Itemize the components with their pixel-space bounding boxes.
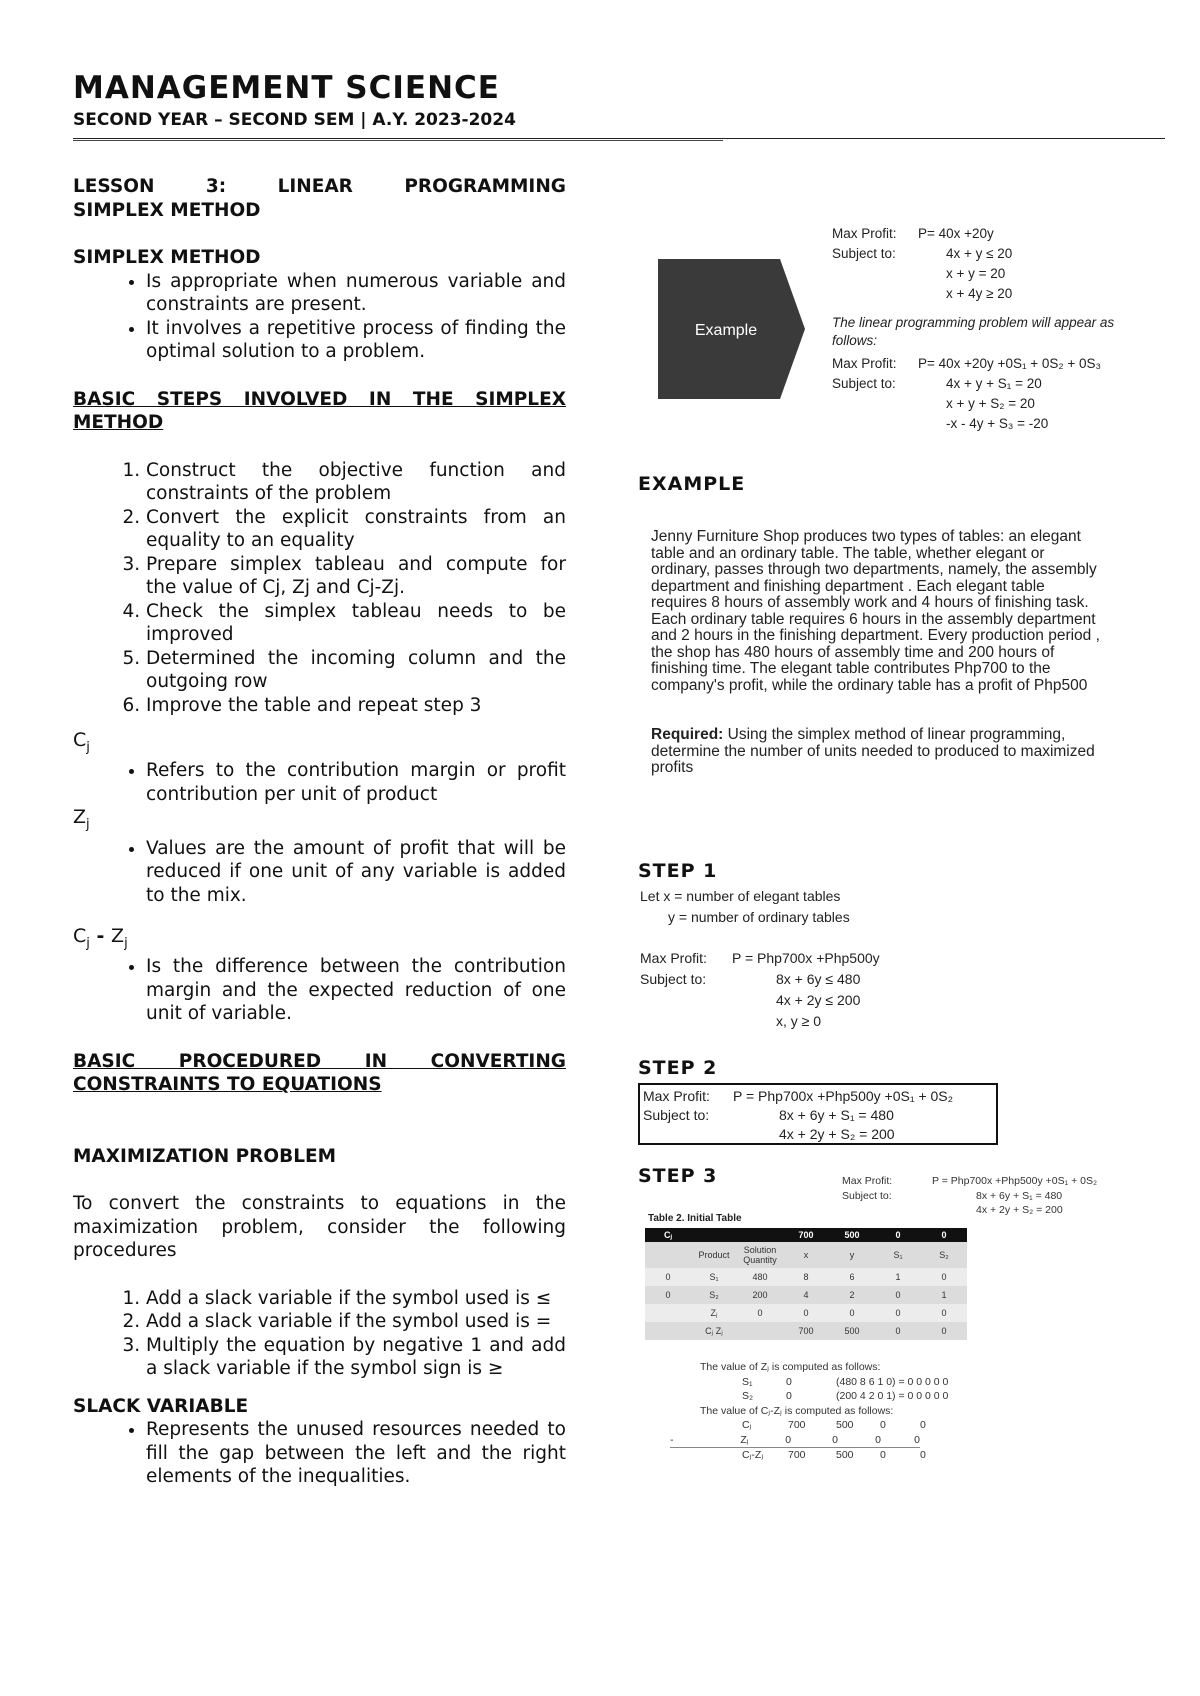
s2-max-value: P = Php700x +Php500y +0S₁ + 0S₂: [733, 1088, 954, 1104]
required-label: Required:: [651, 726, 724, 743]
list-item: • Is appropriate when numerous variable and constraints are present.: [146, 270, 566, 317]
step1-line: y = number of ordinary tables: [668, 909, 850, 925]
table-cell: Zⱼ: [691, 1304, 737, 1322]
s1-constraint: 4x + 2y ≤ 200: [776, 992, 861, 1008]
left-column: [73, 175, 566, 1489]
slack-bullets: [73, 1418, 566, 1489]
s3-constraint: 8x + 6y + S₁ = 480: [976, 1189, 1063, 1202]
list-item: • Values are the amount of profit that will be reduced if one unit of any variable is added to the mix.: [146, 837, 566, 908]
cj-zj-term: $C_j - Z_j$: [73, 925, 128, 951]
list-item: • It involves a repetitive process of finding the optimal solution to a problem.: [146, 317, 566, 364]
document-title: MANAGEMENT SCIENCE: [73, 70, 500, 106]
table-cell: 500: [829, 1228, 875, 1242]
table-cell: 4: [783, 1286, 829, 1304]
s3-max-label: Max Profit:: [842, 1175, 893, 1187]
header-divider-inner: [73, 140, 723, 141]
table-cell: 1: [875, 1268, 921, 1286]
table-cell: 6: [829, 1268, 875, 1286]
table-caption: Table 2. Initial Table: [648, 1213, 742, 1224]
steps-heading: BASIC STEPS INVOLVED IN THE SIMPLEX METHOD: [73, 388, 566, 433]
s2-max-label: Max Profit:: [643, 1088, 710, 1104]
ex-constraint: x + y = 20: [946, 266, 1006, 281]
table-cell: 500: [829, 1322, 875, 1340]
zj-calc-row: S₁ 0 (480 8 6 1 0) = 0 0 0 0 0: [742, 1375, 949, 1388]
list-item: 6. Improve the table and repeat step 3: [146, 694, 566, 718]
table-cell: S₂: [921, 1242, 967, 1268]
s1-subject-label: Subject to:: [640, 971, 707, 987]
step2-heading: STEP 2: [638, 1057, 718, 1079]
cjzj-calc-row: Cⱼ-Zⱼ 700 500 0 0: [742, 1449, 926, 1461]
table-cell: 0: [921, 1268, 967, 1286]
table-cell: 200: [737, 1286, 783, 1304]
cjzj-calc-row: - Zⱼ 0 0 0 0: [670, 1433, 920, 1449]
cj-zj-bullets: [73, 955, 566, 1026]
zj-calc-row: S₂ 0 (200 4 2 0 1) = 0 0 0 0 0: [742, 1390, 949, 1402]
list-item: 3. Multiply the equation by negative 1 and add a slack variable if the symbol sign is ≥: [146, 1334, 566, 1381]
ex-constraint2: 4x + y + S₁ = 20: [946, 376, 1042, 391]
example-formulation: [832, 224, 1162, 434]
max-steps: [73, 1287, 566, 1381]
simplex-heading: SIMPLEX METHOD: [73, 247, 261, 268]
s3-max-value: P = Php700x +Php500y +0S₁ + 0S₂: [932, 1175, 1098, 1187]
table-cell: 480: [737, 1268, 783, 1286]
table-cell: Cⱼ: [645, 1228, 691, 1242]
table-row: [645, 1322, 967, 1340]
ex-constraint: x + 4y ≥ 20: [946, 286, 1013, 301]
list-item: • Represents the unused resources needed to fill the gap between the left and the right elements of the inequalities.: [146, 1418, 566, 1489]
list-item: 1. Add a slack variable if the symbol used is ≤: [146, 1287, 566, 1311]
ex-max-label: Max Profit:: [832, 226, 897, 241]
table-row: [645, 1304, 967, 1322]
table-cell: 0: [737, 1304, 783, 1322]
table-cell: 0: [875, 1304, 921, 1322]
step2-box: [638, 1083, 998, 1145]
ex-constraint2: x + y + S₂ = 20: [946, 396, 1035, 411]
s3-subject-label: Subject to:: [842, 1189, 892, 1202]
max-heading: MAXIMIZATION PROBLEM: [73, 1145, 337, 1167]
computation-notes: [670, 1360, 990, 1463]
simplex-bullets: [73, 270, 566, 364]
cj-bullets: [73, 759, 566, 806]
table-cell: 0: [921, 1322, 967, 1340]
table-cell: 0: [875, 1286, 921, 1304]
table-cell: 0: [645, 1286, 691, 1304]
zj-bullets: [73, 837, 566, 908]
table-column-row: [645, 1242, 967, 1268]
table-cell: [645, 1304, 691, 1322]
ex-constraint: 4x + y ≤ 20: [946, 246, 1013, 261]
table-cell: S₂: [691, 1286, 737, 1304]
slack-heading: SLACK VARIABLE: [73, 1395, 249, 1417]
table-cell: 2: [829, 1286, 875, 1304]
table-cell: [737, 1322, 783, 1340]
s2-subject-label: Subject to:: [643, 1107, 710, 1123]
list-item: 1. Construct the objective function and constraints of the problem: [146, 459, 566, 506]
ex-constraint2: -x - 4y + S₃ = -20: [946, 416, 1049, 431]
example-heading: EXAMPLE: [638, 473, 746, 495]
table-cell: Product: [691, 1242, 737, 1268]
lesson-title-line-1: LESSON 3: LINEAR PROGRAMMING: [73, 176, 566, 197]
table-cell: Solution Quantity: [737, 1242, 783, 1268]
table-cell: [645, 1322, 691, 1340]
table-cell: y: [829, 1242, 875, 1268]
zj-term: $Z_j$: [73, 806, 90, 833]
list-item: 2. Convert the explicit constraints from an equality to an equality: [146, 506, 566, 553]
s1-constraint: 8x + 6y ≤ 480: [776, 971, 861, 987]
table-header-row: [645, 1228, 967, 1242]
table-row: [645, 1268, 967, 1286]
initial-simplex-table: [645, 1228, 967, 1340]
required-text: Using the simplex method of linear programming, determine the number of units needed to produced to maximized profits: [651, 726, 1095, 776]
step3-heading: STEP 3: [638, 1165, 718, 1187]
ex-subject2-label: Subject to:: [832, 376, 896, 391]
s2-constraint: 4x + 2y + S₂ = 200: [779, 1126, 895, 1142]
ex-max2-value: P= 40x +20y +0S₁ + 0S₂ + 0S₃: [918, 356, 1102, 371]
ex-max-value: P= 40x +20y: [918, 226, 994, 241]
converting-heading: BASIC PROCEDURED IN CONVERTING CONSTRAINTS TO EQUATIONS: [73, 1050, 566, 1096]
list-item: 3. Prepare simplex tableau and compute for the value of Cj, Zj and Cj-Zj.: [146, 553, 566, 600]
cj-term: $C_j$: [73, 729, 90, 755]
table-cell: 0: [875, 1322, 921, 1340]
table-cell: [645, 1242, 691, 1268]
document-subtitle: SECOND YEAR – SECOND SEM | A.Y. 2023-2024: [73, 110, 516, 130]
list-item: 4. Check the simplex tableau needs to be improved: [146, 600, 566, 647]
jenny-problem: [651, 529, 1101, 777]
header-divider: [73, 138, 1165, 139]
table-cell: S₁: [875, 1242, 921, 1268]
ex-max2-label: Max Profit:: [832, 356, 897, 371]
ex-note: The linear programming problem will appear as follows:: [832, 315, 1115, 348]
step1-content: [640, 886, 930, 1032]
steps-list: [73, 459, 566, 718]
list-item: 5. Determined the incoming column and the outgoing row: [146, 647, 566, 694]
table-cell: Cⱼ Zⱼ: [691, 1322, 737, 1340]
table-cell: 0: [829, 1304, 875, 1322]
max-intro: To convert the constraints to equations in the maximization problem, consider the following procedures: [73, 1193, 566, 1262]
lesson-title-line-2: SIMPLEX METHOD: [73, 199, 261, 221]
table-row: [645, 1286, 967, 1304]
table-cell: 700: [783, 1228, 829, 1242]
s1-max-label: Max Profit:: [640, 950, 707, 966]
cjzj-calc-row: Cⱼ 700 500 0 0: [742, 1419, 926, 1431]
cjzj-note: The value of Cⱼ-Zⱼ is computed as follows:: [700, 1404, 894, 1417]
step1-heading: STEP 1: [638, 860, 718, 882]
table-cell: 1: [921, 1286, 967, 1304]
table-cell: 0: [783, 1304, 829, 1322]
jenny-text: Jenny Furniture Shop produces two types of tables: an elegant table and an ordinary table. The table, whether elegant or ordinary, passes through two departments, namely, the assembly department and finishing department . Each elegant table requires 8 hours of assembly work and 4 hours of finishing task. Each ordinary table requires 6 hours in the assembly department and 2 hours in the finishing department. Every production period , the shop has 480 hours of assembly time and 200 hours of finishing time. The elegant table contributes Php700 to the company's profit, while the ordinary table has a profit of Php500: [651, 528, 1100, 694]
example-label: Example: [694, 322, 758, 339]
table-cell: [737, 1228, 783, 1242]
ex-subject-label: Subject to:: [832, 246, 896, 261]
table-cell: 0: [921, 1304, 967, 1322]
table-cell: x: [783, 1242, 829, 1268]
s2-constraint: 8x + 6y + S₁ = 480: [779, 1107, 894, 1123]
step3-formulation: [842, 1174, 1142, 1218]
table-cell: [691, 1228, 737, 1242]
s1-max-value: P = Php700x +Php500y: [732, 950, 880, 966]
step1-line: Let x = number of elegant tables: [640, 888, 841, 904]
table-cell: 0: [875, 1228, 921, 1242]
table-cell: 700: [783, 1322, 829, 1340]
list-item: 2. Add a slack variable if the symbol used is =: [146, 1310, 566, 1334]
zj-note: The value of Zⱼ is computed as follows:: [700, 1361, 881, 1373]
list-item: • Is the difference between the contribution margin and the expected reduction of one unit of variable.: [146, 955, 566, 1026]
list-item: • Refers to the contribution margin or profit contribution per unit of product: [146, 759, 566, 806]
table-cell: 8: [783, 1268, 829, 1286]
s3-constraint: 4x + 2y + S₂ = 200: [976, 1204, 1063, 1216]
table-cell: S₁: [691, 1268, 737, 1286]
s1-constraint: x, y ≥ 0: [776, 1013, 822, 1029]
table-cell: 0: [921, 1228, 967, 1242]
table-cell: 0: [645, 1268, 691, 1286]
example-arrow-shape: [658, 259, 808, 399]
